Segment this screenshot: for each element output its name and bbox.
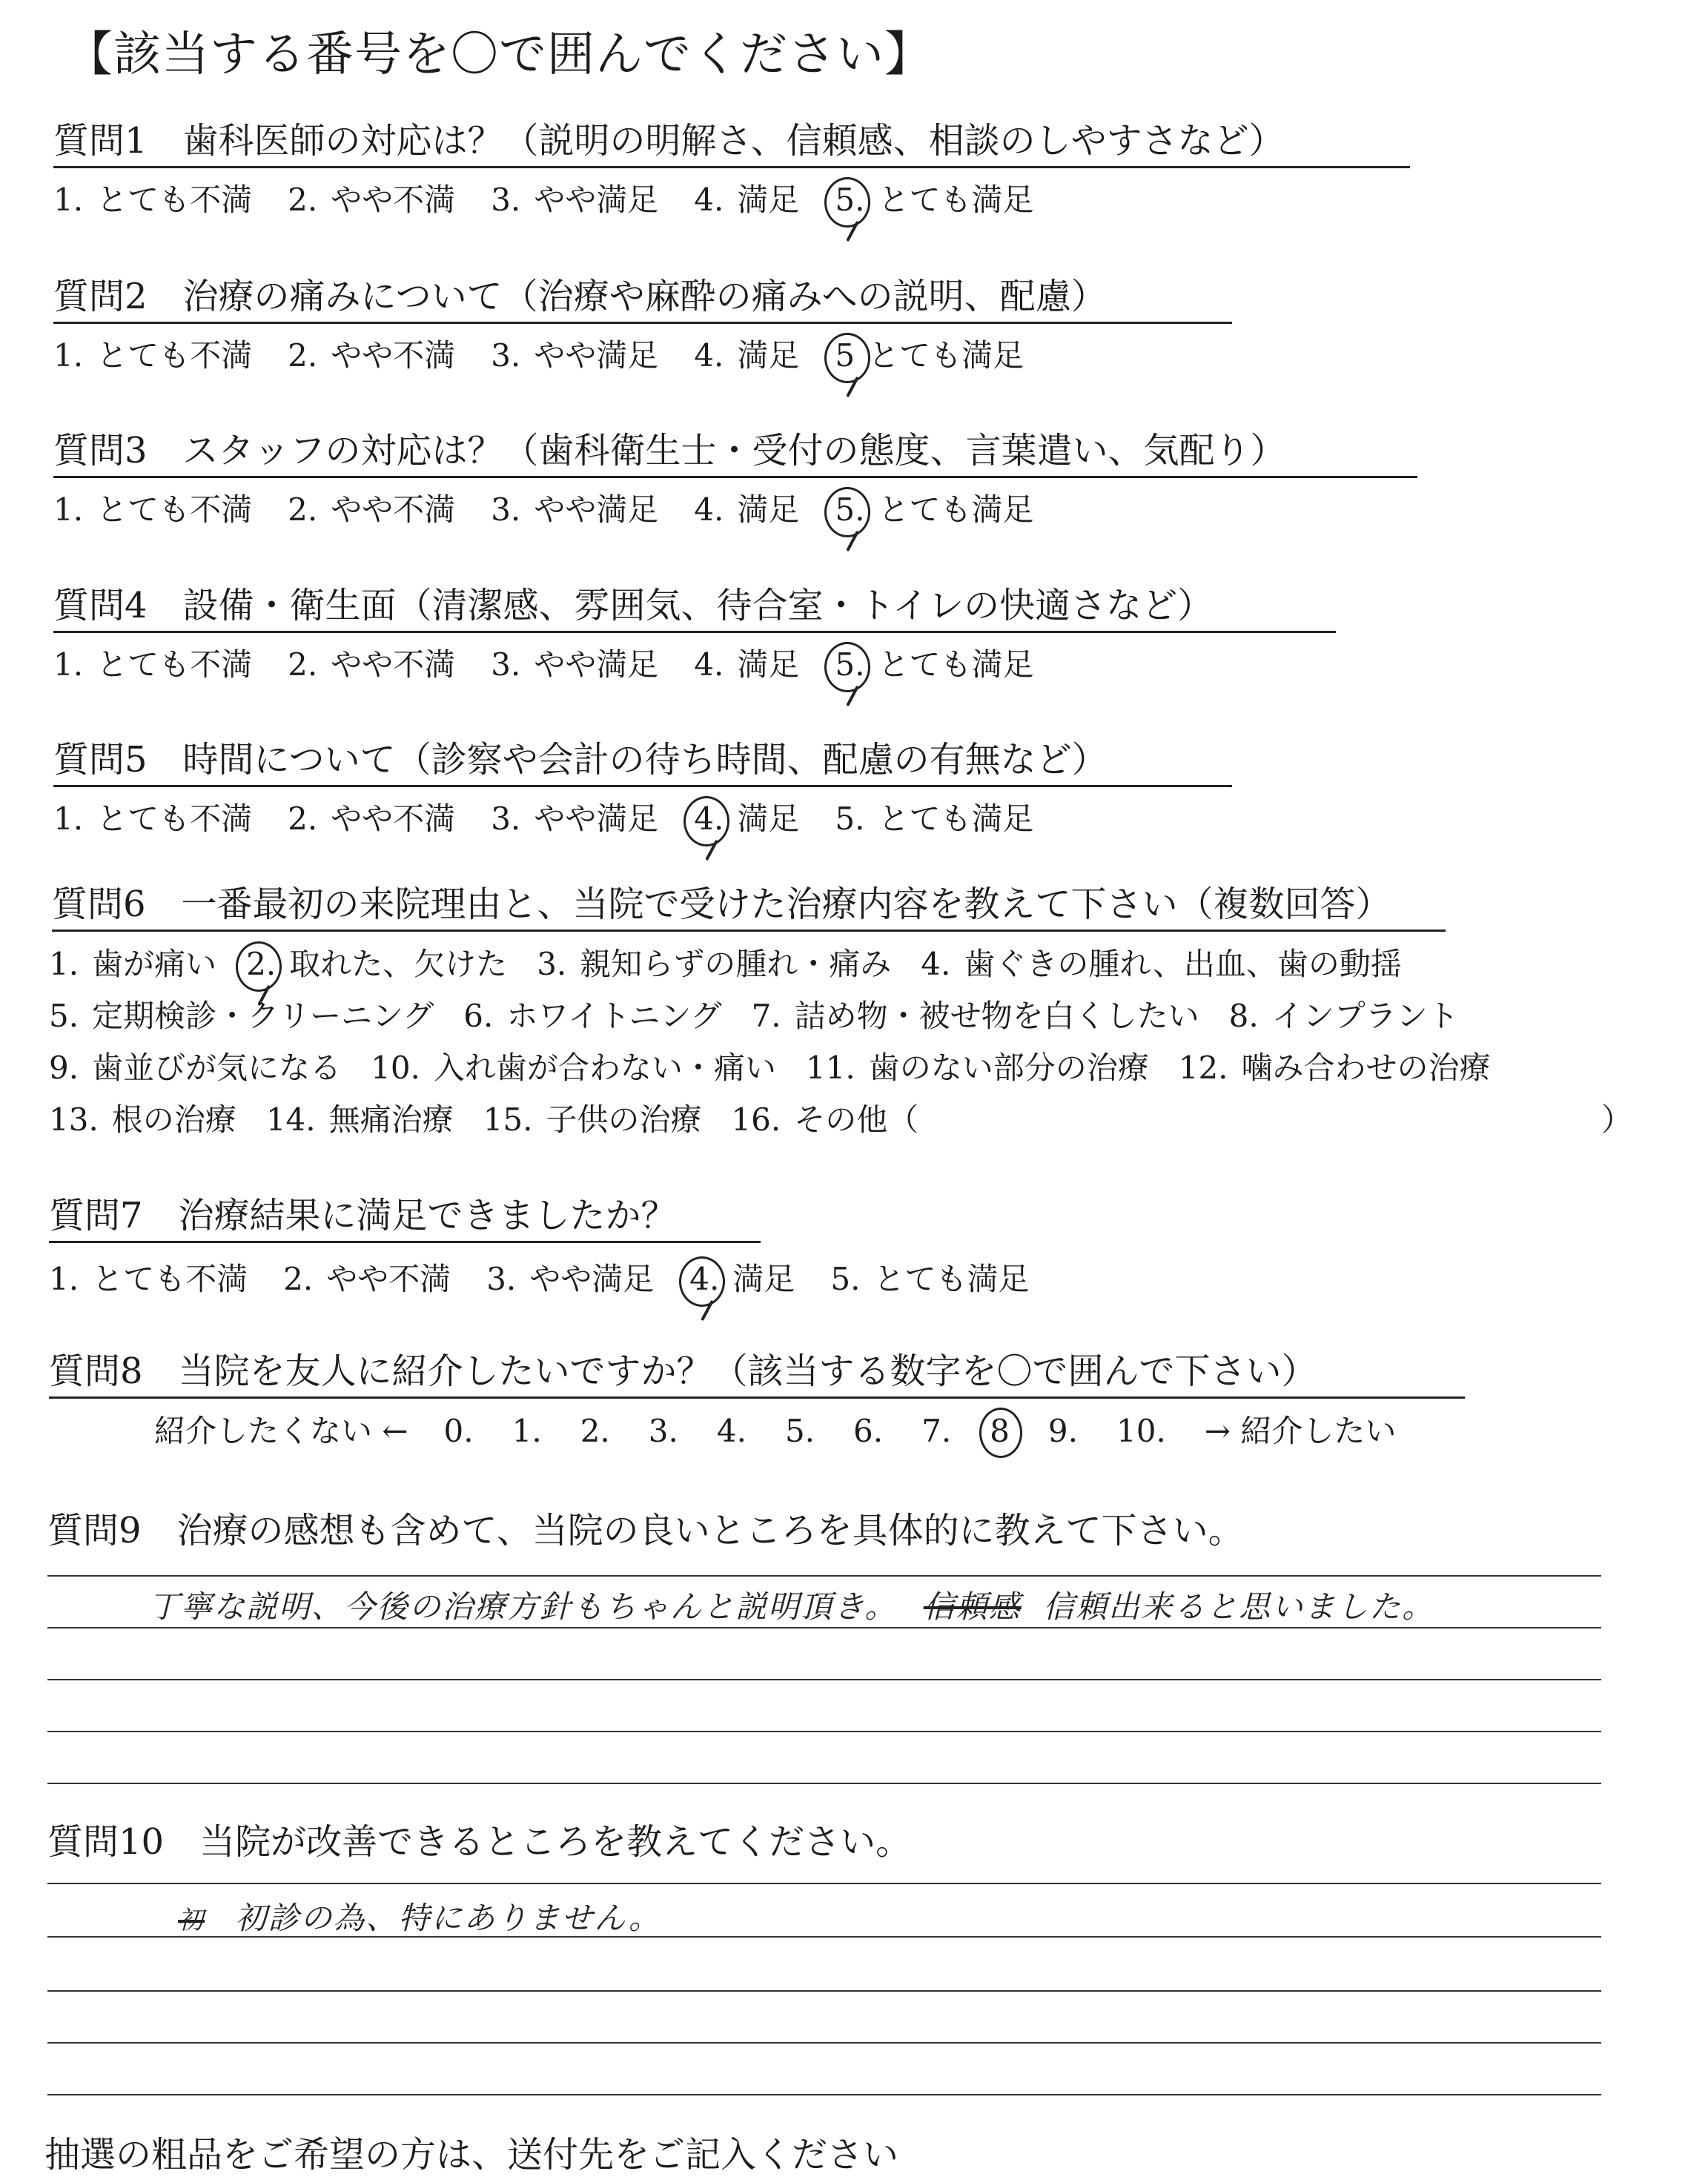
option-label: とても満足: [873, 1261, 1030, 1297]
question-text: 歯科医師の対応は？（説明の明解さ、信頼感、相談のしやすさなど）: [182, 120, 1285, 162]
option[interactable]: [53, 337, 252, 375]
option[interactable]: [53, 646, 252, 684]
option-label: やや不満: [331, 491, 456, 528]
answer-line: [47, 1731, 1601, 1732]
option-number: 2.: [246, 946, 276, 982]
option-label: 満足: [737, 491, 800, 528]
option-label: とても不満: [96, 646, 253, 683]
question-text: 設備・衛生面（清潔感、雰囲気、待合室・トイレの快適さなど）: [182, 585, 1214, 626]
option-number: 1.: [53, 491, 84, 528]
option-label: 満足: [737, 337, 800, 374]
handwritten-answer-tail: 信頼出来ると思いました。: [1043, 1588, 1435, 1625]
question-8-scale: [154, 1412, 1396, 1451]
option-number: 4.: [694, 182, 724, 218]
option[interactable]: [49, 945, 216, 984]
option[interactable]: [1179, 1049, 1491, 1087]
question-label: 質問3: [53, 430, 148, 471]
option[interactable]: [49, 1049, 341, 1087]
question-label: 質問4: [53, 585, 148, 626]
option-label: 噛み合わせの治療: [1241, 1050, 1491, 1086]
question-2-options: [53, 337, 1059, 375]
question-4-title: [53, 583, 1336, 633]
option-label: 子供の治療: [546, 1101, 702, 1138]
answer-line: [47, 1936, 1601, 1938]
answer-line: [47, 2042, 1601, 2044]
option-number: 3.: [537, 946, 567, 982]
scale-left-label: 紹介したくない ←: [154, 1413, 408, 1449]
option-number: 2.: [288, 801, 318, 837]
option[interactable]: [49, 997, 434, 1036]
question-text: 当院が改善できるところを教えてください。: [199, 1821, 912, 1863]
question-6-row: [49, 1049, 1520, 1087]
answer-line: [47, 1679, 1601, 1680]
option-number: 1.: [53, 646, 84, 683]
option-number: 4.: [694, 646, 724, 683]
footer-instruction: 抽選の粗品をご希望の方は、送付先をご記入ください: [44, 2134, 899, 2176]
question-2-title: [53, 274, 1232, 324]
option[interactable]: [463, 997, 721, 1036]
option-label: 歯並びが気になる: [92, 1050, 342, 1086]
option-number: 5.: [49, 998, 79, 1034]
option-number: 5.: [835, 646, 864, 683]
option-number: 4.: [694, 801, 724, 837]
option-label: やや満足: [529, 1261, 655, 1297]
option-number: 3.: [491, 801, 521, 837]
option[interactable]: [835, 491, 1033, 529]
option-number: 4.: [921, 946, 951, 982]
question-6-row: [49, 945, 1431, 984]
option[interactable]: [266, 1101, 454, 1139]
question-text: 治療の感想も含めて、当院の良いところを具体的に教えて下さい。: [176, 1510, 1244, 1551]
option-label: 根の治療: [111, 1101, 236, 1138]
option-number: 9.: [49, 1050, 79, 1086]
option-number: 2.: [288, 337, 318, 374]
option[interactable]: [483, 1101, 702, 1139]
option[interactable]: [53, 800, 252, 838]
question-5-options: [53, 800, 1069, 838]
option[interactable]: [491, 337, 658, 375]
option-number: 1.: [49, 946, 79, 982]
option-label: とても満足: [878, 491, 1034, 528]
option[interactable]: [288, 646, 455, 684]
question-7-options: [49, 1260, 1065, 1299]
option-number: 3.: [491, 646, 521, 683]
answer-line: [47, 1575, 1601, 1577]
hand-drawn-circle-mark: [236, 941, 282, 992]
question-label: 質問8: [49, 1351, 143, 1392]
option[interactable]: [288, 491, 455, 529]
scale-right-label: → 紹介したい: [1204, 1413, 1397, 1449]
option-label: やや満足: [534, 801, 659, 837]
option[interactable]: [806, 1049, 1149, 1087]
question-8-title: [49, 1349, 1465, 1399]
option[interactable]: [752, 997, 1199, 1036]
option-number: 5.: [830, 1261, 861, 1297]
option-label: とても不満: [96, 491, 253, 528]
option-number: 2.: [288, 182, 318, 218]
scale-value[interactable]: 7.: [921, 1413, 952, 1449]
answer-line: [47, 1783, 1601, 1784]
option-label: 入れ歯が合わない・痛い: [433, 1050, 776, 1086]
option[interactable]: [491, 491, 658, 529]
option-number: 11.: [805, 1050, 855, 1086]
option-label: 無痛治療: [328, 1101, 454, 1138]
option-number: 3.: [491, 182, 521, 218]
option[interactable]: [694, 181, 799, 219]
question-label: 質問7: [49, 1195, 143, 1236]
question-1-options: [53, 181, 1069, 219]
question-5-title: [53, 738, 1232, 787]
handwritten-answer-text: 丁寧な説明、今後の治療方針もちゃんと説明頂き。: [148, 1588, 898, 1625]
option-number: 1.: [53, 801, 84, 837]
handwritten-answer-text: 初診の為、特にありません。: [235, 1900, 661, 1936]
option-label: 親知らずの腫れ・痛み: [580, 946, 892, 982]
option[interactable]: [283, 1260, 451, 1299]
option[interactable]: [49, 1101, 236, 1139]
option-label: とても満足: [868, 337, 1025, 374]
struck-word: 初: [178, 1906, 205, 1935]
question-9-title: [47, 1508, 1244, 1556]
hand-drawn-circle-mark: [679, 1256, 725, 1307]
question-3-title: [53, 428, 1417, 478]
option[interactable]: [246, 945, 507, 984]
question-6-row: [49, 997, 1489, 1036]
option-number: 1.: [53, 182, 84, 218]
option-label: やや不満: [331, 646, 456, 683]
option[interactable]: [288, 181, 455, 219]
option-number: 10.: [371, 1050, 420, 1086]
answer-line: [47, 1627, 1601, 1628]
option-label: やや不満: [326, 1261, 451, 1297]
option-label: やや満足: [534, 491, 659, 528]
question-4-options: [53, 646, 1069, 684]
option-number: 8.: [1228, 998, 1259, 1034]
question-label: 質問6: [52, 884, 146, 925]
option[interactable]: [491, 181, 658, 219]
option-label: 歯ぐきの腫れ、出血、歯の動揺: [964, 946, 1402, 982]
option-number: 16.: [731, 1101, 781, 1138]
option[interactable]: [491, 800, 658, 838]
option-number: 2.: [283, 1261, 314, 1297]
question-label: 質問9: [47, 1510, 142, 1551]
option[interactable]: [288, 337, 455, 375]
option-label: 満足: [737, 182, 800, 218]
option-number: 2.: [288, 646, 318, 683]
option-label: ホワイトニング: [506, 998, 722, 1034]
option-number: 13.: [49, 1101, 99, 1138]
option-label: とても不満: [96, 182, 253, 218]
option[interactable]: [1229, 997, 1459, 1036]
option-label: 詰め物・被せ物を白くしたい: [794, 998, 1199, 1034]
option[interactable]: [537, 945, 891, 984]
option[interactable]: [491, 646, 658, 684]
option[interactable]: [694, 491, 799, 529]
scale-value[interactable]: 9.: [1047, 1413, 1078, 1449]
option-label: とても満足: [878, 801, 1034, 837]
scale-value[interactable]: 3.: [648, 1413, 678, 1449]
option-label: やや満足: [534, 646, 659, 683]
option-label: その他（: [794, 1101, 919, 1138]
option-label: とても不満: [96, 337, 253, 374]
option-label: やや不満: [331, 337, 456, 374]
option[interactable]: [689, 1260, 795, 1299]
hand-drawn-circle-mark: [824, 487, 870, 537]
option[interactable]: [371, 1049, 776, 1087]
handwritten-answer-10: [178, 1894, 661, 1938]
option[interactable]: [486, 1260, 654, 1299]
option-label: とても満足: [878, 182, 1034, 218]
option-label: やや不満: [331, 182, 456, 218]
option[interactable]: [835, 181, 1033, 219]
scale-value[interactable]: 6.: [853, 1413, 884, 1449]
scale-value[interactable]: 8: [990, 1412, 1010, 1451]
scale-value[interactable]: 1.: [512, 1413, 542, 1449]
option-number: 3.: [491, 337, 521, 374]
hand-drawn-circle-mark: [824, 177, 870, 228]
scale-value[interactable]: 5.: [784, 1413, 815, 1449]
question-label: 質問1: [53, 120, 148, 162]
option-number: 6.: [463, 998, 494, 1034]
page-title: 【該当する番号を〇で囲んでください】: [65, 27, 933, 82]
option-label: とても満足: [878, 646, 1034, 683]
option-number: 1.: [53, 337, 84, 374]
scale-value[interactable]: 4.: [716, 1413, 747, 1449]
option[interactable]: [49, 1260, 248, 1299]
hand-drawn-circle-mark: [979, 1408, 1022, 1458]
option-number: 7.: [751, 998, 781, 1034]
option[interactable]: [731, 1101, 918, 1139]
option-label: 満足: [737, 646, 800, 683]
option[interactable]: [830, 1260, 1029, 1299]
option-number: 4.: [689, 1261, 719, 1297]
question-label: 質問10: [47, 1821, 165, 1863]
option[interactable]: [835, 800, 1033, 838]
option[interactable]: [53, 181, 252, 219]
hand-drawn-circle-mark: [683, 796, 729, 846]
option[interactable]: [53, 491, 252, 529]
option[interactable]: [835, 646, 1033, 684]
option[interactable]: [694, 337, 799, 375]
option-label: やや満足: [534, 182, 659, 218]
option[interactable]: [694, 800, 799, 838]
question-6-row: [49, 1101, 948, 1139]
option[interactable]: [921, 945, 1402, 984]
question-6-title: [52, 882, 1446, 932]
option-number: 14.: [265, 1101, 316, 1138]
hand-drawn-circle-mark: [824, 642, 870, 692]
option-label: とても不満: [96, 801, 253, 837]
question-label: 質問2: [53, 276, 148, 317]
question-text: 一番最初の来院理由と、当院で受けた治療内容を教えて下さい（複数回答）: [181, 884, 1391, 925]
option-label: やや不満: [331, 801, 456, 837]
scale-value[interactable]: 2.: [580, 1413, 610, 1449]
question-text: 当院を友人に紹介したいですか？（該当する数字を〇で囲んで下さい）: [178, 1351, 1317, 1392]
option[interactable]: [288, 800, 455, 838]
option-label: 歯が痛い: [92, 946, 217, 982]
question-text: 時間について（診察や会計の待ち時間、配慮の有無など）: [182, 739, 1108, 781]
question-text: 治療結果に満足できましたか？: [178, 1195, 677, 1236]
question-text: 治療の痛みについて（治療や麻酔の痛みへの説明、配慮）: [182, 276, 1107, 317]
option-label: とても不満: [92, 1261, 248, 1297]
question-text: スタッフの対応は？（歯科衛生士・受付の態度、言葉遣い、気配り）: [182, 430, 1286, 471]
option-label: インプラント: [1271, 998, 1459, 1034]
option-number: 2.: [288, 491, 318, 528]
option-number: 5.: [835, 801, 865, 837]
question-3-options: [53, 491, 1069, 529]
option-number: 5: [835, 337, 855, 374]
option-number: 12.: [1178, 1050, 1228, 1086]
option-number: 15.: [483, 1101, 533, 1138]
option[interactable]: [694, 646, 799, 684]
option-number: 4.: [694, 337, 724, 374]
scale-value[interactable]: 0.: [443, 1413, 474, 1449]
option-label: 歯のない部分の治療: [868, 1050, 1149, 1086]
option-label: やや満足: [534, 337, 659, 374]
question-1-title: [53, 119, 1410, 168]
option-number: 4.: [694, 491, 724, 528]
scale-value[interactable]: 10.: [1116, 1413, 1166, 1449]
handwritten-answer-9: [148, 1583, 1434, 1627]
option[interactable]: [835, 337, 1024, 375]
answer-line: [47, 1883, 1601, 1884]
option-label: 満足: [732, 1261, 795, 1297]
option-number: 1.: [49, 1261, 79, 1297]
option-label: 定期検診・クリーニング: [92, 998, 434, 1034]
option-number: 5.: [835, 491, 864, 528]
option-label: 満足: [737, 801, 800, 837]
option-number: 5.: [835, 182, 864, 218]
option-number: 3.: [486, 1261, 517, 1297]
question-7-title: [49, 1193, 761, 1243]
question-10-title: [47, 1820, 911, 1867]
option-label: 取れた、欠けた: [289, 946, 508, 982]
hand-drawn-circle-mark: [824, 333, 870, 383]
close-paren: ）: [1601, 1101, 1633, 1138]
question-label: 質問5: [53, 739, 148, 781]
answer-line: [47, 2094, 1601, 2095]
option-number: 3.: [491, 491, 521, 528]
struck-word: 信頼感: [923, 1588, 1022, 1625]
answer-line: [47, 1990, 1601, 1992]
